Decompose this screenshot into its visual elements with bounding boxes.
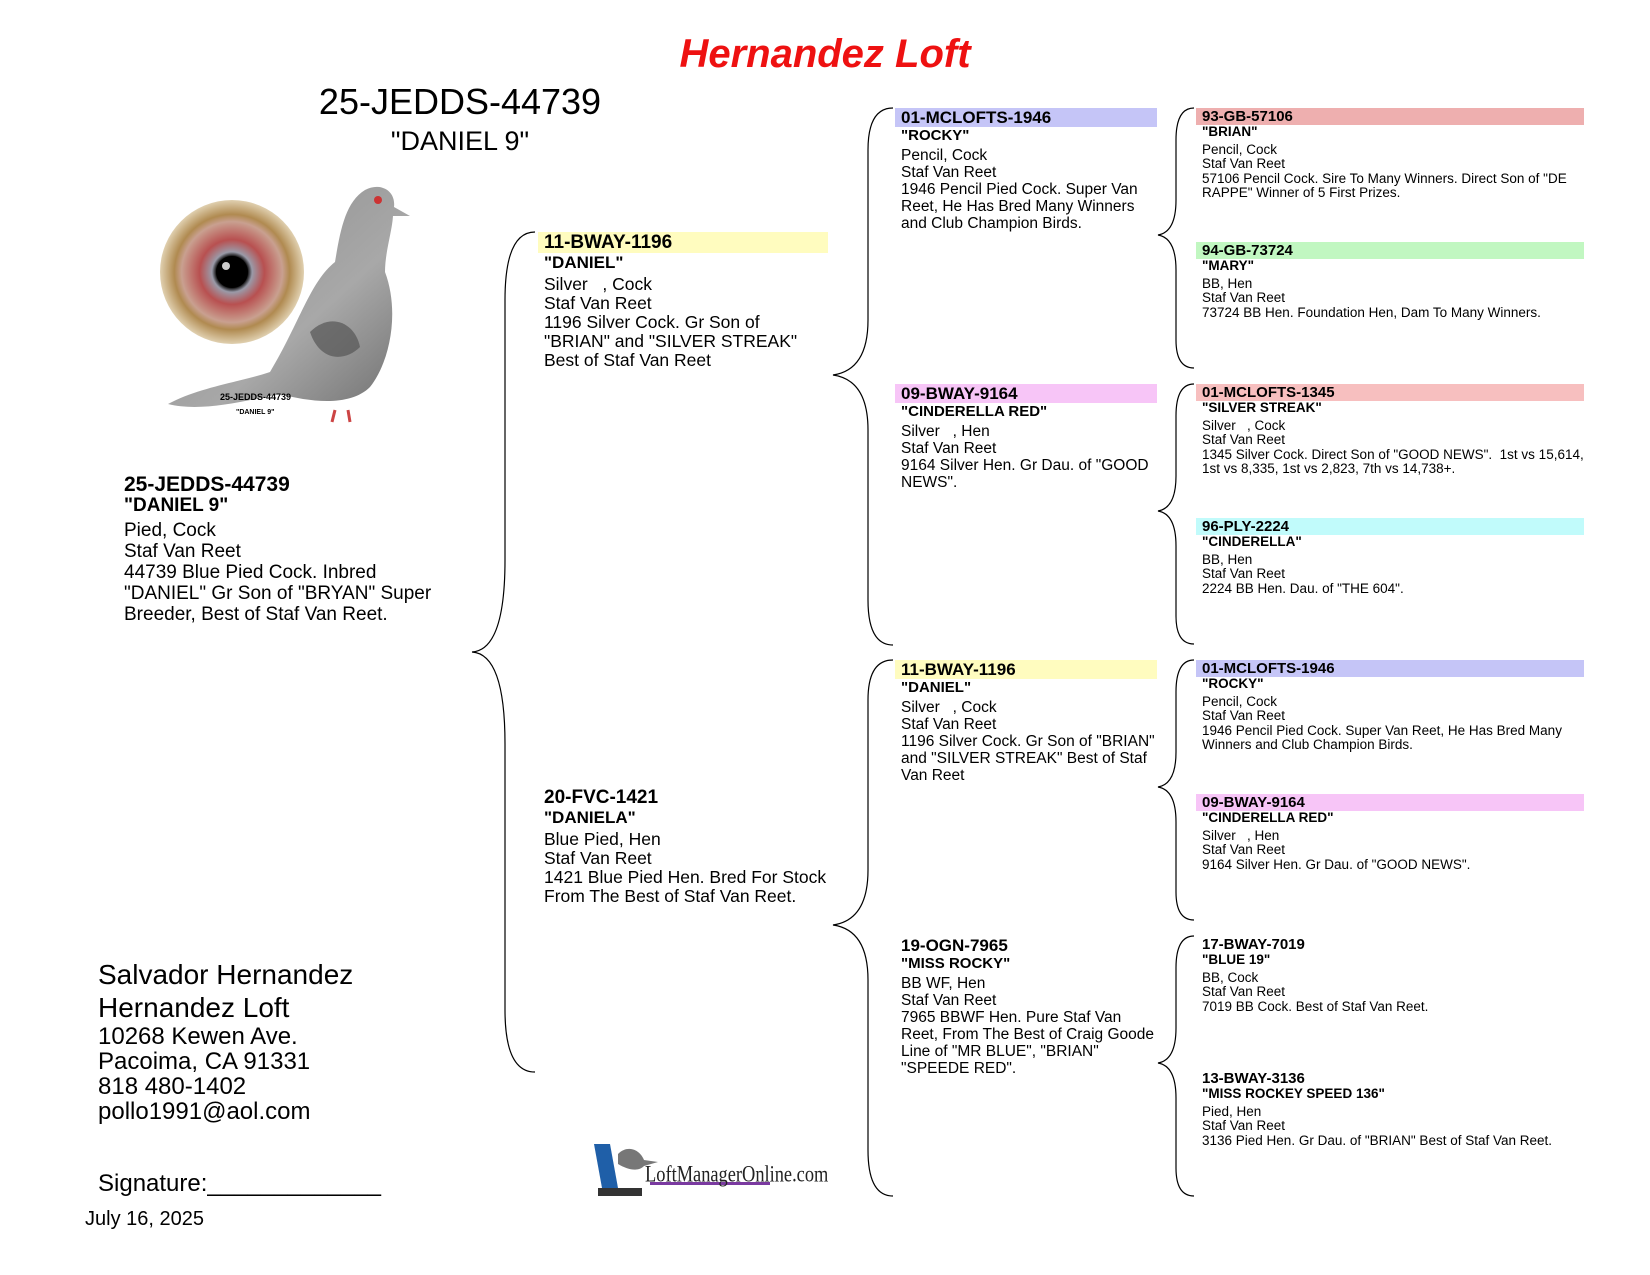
great-grandparent-card — [1196, 518, 1584, 596]
great-grandparent-name: "SILVER STREAK" — [1202, 400, 1322, 415]
print-date: July 16, 2025 — [85, 1208, 204, 1230]
great-grandparent-ring: 01-MCLOFTS-1946 — [1196, 660, 1584, 677]
photo-caption-name: "DANIEL 9" — [236, 409, 275, 416]
great-grandparent-card — [1196, 242, 1584, 320]
grandparent-line: Staf Van Reet — [901, 440, 997, 457]
great-grandparent-line: 73724 BB Hen. Foundation Hen, Dam To Many Winners. — [1202, 304, 1541, 320]
great-grandparent-card — [1196, 794, 1584, 872]
grandparent-line: Silver , Hen — [901, 423, 990, 440]
loft-title: Hernandez Loft — [679, 32, 971, 76]
dam-name: "DANIELA" — [544, 808, 636, 827]
loftmanager-logo — [588, 1140, 829, 1204]
great-grandparent-card — [1196, 1070, 1584, 1148]
grandparent-line: Staf Van Reet — [901, 716, 997, 733]
sire-line: Silver , Cock — [544, 274, 652, 294]
subject-ring-heading: 25-JEDDS-44739 — [318, 81, 602, 122]
great-grandparent-line: Pencil, Cock — [1202, 693, 1278, 709]
great-grandparent-card — [1196, 108, 1584, 201]
great-grandparent-line: 7019 BB Cock. Best of Staf Van Reet. — [1202, 998, 1429, 1014]
great-grandparent-line: Pencil, Cock — [1202, 141, 1278, 157]
photo-caption-ring: 25-JEDDS-44739 — [220, 392, 292, 402]
grandparent-line: 1946 Pencil Pied Cock. Super Van Reet, He Has Bred Many Winners and Club Champion Birds. — [901, 181, 1138, 232]
sire-card — [538, 232, 828, 370]
grandparent-line: 1196 Silver Cock. Gr Son of "BRIAN" and "SILVER STREAK" Best of Staf Van Reet — [901, 733, 1155, 784]
subject-details-line: Staf Van Reet — [124, 541, 241, 562]
grandparent-line: Silver , Cock — [901, 699, 997, 716]
grandparent-card — [895, 108, 1157, 232]
great-grandparent-name: "BRIAN" — [1202, 124, 1258, 139]
great-grandparent-line: Staf Van Reet — [1202, 1118, 1286, 1133]
owner-address-line2: Pacoima, CA 91331 — [98, 1048, 311, 1075]
great-grandparent-ring: 01-MCLOFTS-1345 — [1196, 384, 1584, 401]
brace-subject — [472, 232, 535, 1072]
grandparent-name: "DANIEL" — [901, 679, 972, 696]
owner-phone: 818 480-1402 — [98, 1073, 247, 1100]
great-grandparent-name: "CINDERELLA RED" — [1202, 810, 1334, 825]
grandparent-ring: 01-MCLOFTS-1946 — [895, 108, 1157, 127]
great-grandparent-name: "ROCKY" — [1202, 676, 1264, 691]
grandparent-ring: 09-BWAY-9164 — [895, 384, 1157, 403]
brace-gp1 — [1158, 108, 1194, 368]
grandparent-card — [895, 384, 1157, 491]
great-grandparent-line: Staf Van Reet — [1202, 156, 1286, 171]
great-grandparent-name: "CINDERELLA" — [1202, 534, 1302, 549]
dam-line: 1421 Blue Pied Hen. Bred For Stock From The Best of Staf Van Reet. — [544, 867, 827, 906]
brace-gp3 — [1158, 660, 1194, 920]
grandparent-line: BB WF, Hen — [901, 975, 986, 992]
owner-address-line1: 10268 Kewen Ave. — [98, 1023, 298, 1050]
grandparent-line: Staf Van Reet — [901, 992, 997, 1009]
subject-details-line: Pied, Cock — [124, 520, 216, 541]
subject-details — [118, 474, 448, 625]
logo-text: LoftManagerOnline.com — [645, 1160, 829, 1187]
grandparent-line: 7965 BBWF Hen. Pure Staf Van Reet, From The Best of Craig Goode Line of "MR BLUE", "BRIAN" "SPEEDE RED". — [901, 1009, 1154, 1077]
owner-info — [98, 958, 353, 1124]
sire-ring: 11-BWAY-1196 — [538, 232, 828, 253]
brace-dam — [833, 660, 893, 1196]
sire-line: 1196 Silver Cock. Gr Son of "BRIAN" and "SILVER STREAK" Best of Staf Van Reet — [544, 312, 798, 370]
brace-sire — [833, 108, 893, 645]
owner-loft: Hernandez Loft — [98, 992, 290, 1023]
great-grandparent-line: Staf Van Reet — [1202, 708, 1286, 723]
great-grandparent-ring: 94-GB-73724 — [1196, 242, 1584, 259]
subject-details-line: 44739 Blue Pied Cock. Inbred "DANIEL" Gr Son of "BRYAN" Super Breeder, Best of Staf Van Reet. — [124, 562, 432, 625]
great-grandparent-line: BB, Hen — [1202, 551, 1253, 567]
great-grandparent-ring: 13-BWAY-3136 — [1202, 1070, 1305, 1087]
grandparent-name: "CINDERELLA RED" — [901, 403, 1048, 420]
signature-line: Signature:_____________ — [98, 1170, 381, 1197]
great-grandparent-line: Pied, Hen — [1202, 1103, 1262, 1119]
grandparent-line: Staf Van Reet — [901, 164, 997, 181]
grandparent-name: "MISS ROCKY" — [901, 955, 1011, 972]
great-grandparent-line: BB, Cock — [1202, 969, 1259, 985]
great-grandparent-name: "MARY" — [1202, 258, 1255, 273]
dam-line: Blue Pied, Hen — [544, 829, 661, 849]
great-grandparent-line: 1345 Silver Cock. Direct Son of "GOOD NEWS". 1st vs 15,614, 1st vs 8,335, 1st vs 2,823, 7th vs 14,738+. — [1202, 446, 1584, 476]
great-grandparent-ring: 09-BWAY-9164 — [1196, 794, 1584, 811]
great-grandparent-line: Staf Van Reet — [1202, 842, 1286, 857]
grandparent-card — [895, 936, 1157, 1077]
grandparent-name: "ROCKY" — [901, 127, 970, 144]
sire-line: Staf Van Reet — [544, 293, 652, 313]
dam-card — [538, 787, 828, 906]
grandparent-line: 9164 Silver Hen. Gr Dau. of "GOOD NEWS". — [901, 457, 1149, 491]
great-grandparent-ring: 17-BWAY-7019 — [1202, 936, 1305, 953]
dam-ring: 20-FVC-1421 — [544, 787, 659, 808]
great-grandparent-line: Staf Van Reet — [1202, 432, 1286, 447]
brace-gp4 — [1158, 936, 1194, 1196]
grandparent-ring: 11-BWAY-1196 — [895, 660, 1157, 679]
grandparent-line: Pencil, Cock — [901, 147, 988, 164]
great-grandparent-line: 2224 BB Hen. Dau. of "THE 604". — [1202, 580, 1404, 596]
great-grandparent-card — [1196, 936, 1584, 1014]
great-grandparent-line: BB, Hen — [1202, 275, 1253, 291]
great-grandparent-card — [1196, 660, 1584, 753]
owner-email: pollo1991@aol.com — [98, 1098, 311, 1125]
great-grandparent-line: Staf Van Reet — [1202, 290, 1286, 305]
owner-name: Salvador Hernandez — [98, 959, 354, 990]
grandparent-card — [895, 660, 1157, 784]
dam-line: Staf Van Reet — [544, 848, 652, 868]
great-grandparent-line: 57106 Pencil Cock. Sire To Many Winners. Direct Son of "DE RAPPE" Winner of 5 First Prizes. — [1202, 170, 1567, 200]
great-grandparent-line: 1946 Pencil Pied Cock. Super Van Reet, He Has Bred Many Winners and Club Champion Birds. — [1202, 722, 1562, 752]
great-grandparent-line: Staf Van Reet — [1202, 984, 1286, 999]
subject-details-name: "DANIEL 9" — [124, 495, 229, 516]
great-grandparent-ring: 96-PLY-2224 — [1196, 518, 1584, 535]
great-grandparent-ring: 93-GB-57106 — [1196, 108, 1584, 125]
subject-name-heading: "DANIEL 9" — [390, 126, 530, 156]
brace-gp2 — [1158, 384, 1194, 644]
great-grandparent-line: 9164 Silver Hen. Gr Dau. of "GOOD NEWS". — [1202, 856, 1471, 872]
great-grandparent-line: Silver , Cock — [1202, 417, 1286, 433]
great-grandparent-card — [1196, 384, 1584, 477]
great-grandparent-name: "MISS ROCKEY SPEED 136" — [1202, 1086, 1385, 1101]
sire-name: "DANIEL" — [544, 253, 624, 272]
great-grandparent-line: Staf Van Reet — [1202, 566, 1286, 581]
pigeon-photo — [160, 172, 430, 447]
great-grandparent-name: "BLUE 19" — [1202, 952, 1271, 967]
grandparent-ring: 19-OGN-7965 — [901, 936, 1008, 955]
great-grandparent-line: Silver , Hen — [1202, 827, 1280, 843]
subject-details-ring: 25-JEDDS-44739 — [124, 473, 290, 496]
great-grandparent-line: 3136 Pied Hen. Gr Dau. of "BRIAN" Best of Staf Van Reet. — [1202, 1132, 1553, 1148]
